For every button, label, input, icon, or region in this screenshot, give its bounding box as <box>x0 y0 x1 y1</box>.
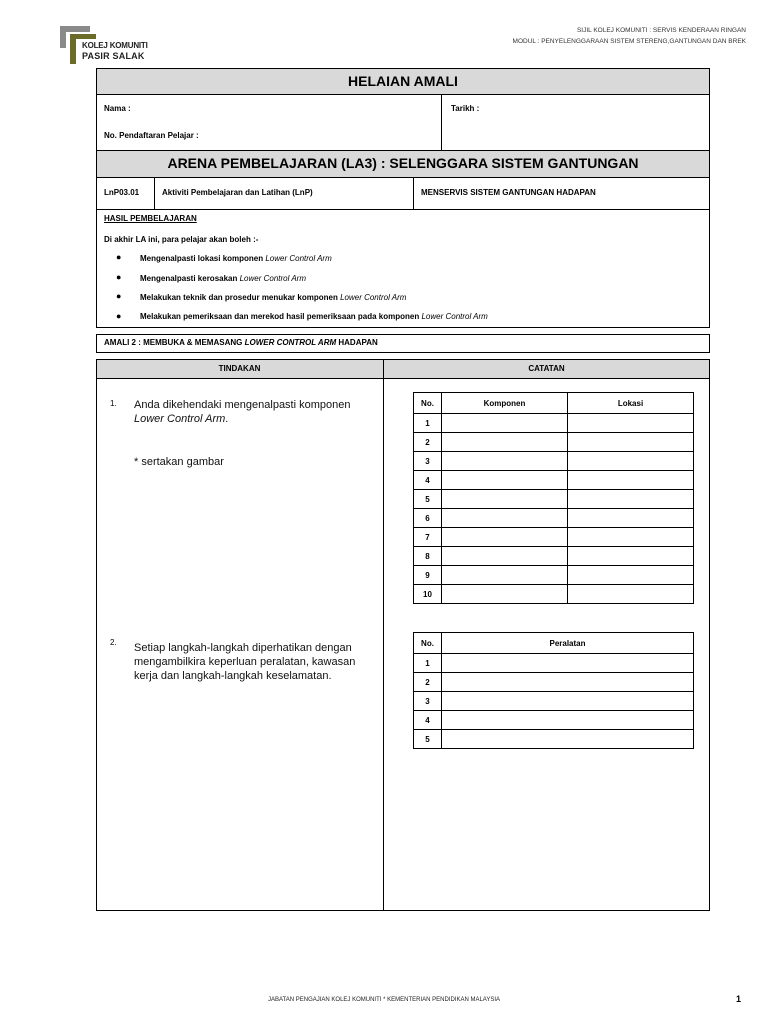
hasil-intro: Di akhir LA ini, para pelajar akan boleh :- <box>104 235 259 244</box>
tarikh-label: Tarikh : <box>451 104 480 113</box>
lokasi-cell[interactable] <box>568 490 694 509</box>
table-row: 2 <box>414 433 694 452</box>
bullet-icon: ● <box>116 291 122 301</box>
table-row: 10 <box>414 585 694 604</box>
peralatan-table <box>413 632 694 749</box>
lokasi-cell[interactable] <box>568 547 694 566</box>
table-row: 5 <box>414 730 694 749</box>
table-row: 8 <box>414 547 694 566</box>
lnp-topic: MENSERVIS SISTEM GANTUNGAN HADAPAN <box>421 188 596 197</box>
step-number: 2. <box>110 638 117 647</box>
hasil-item: Mengenalpasti lokasi komponen Lower Control Arm <box>140 254 332 263</box>
komponen-cell[interactable] <box>442 585 568 604</box>
komponen-cell[interactable] <box>442 414 568 433</box>
header-line2: MODUL : PENYELENGGARAAN SISTEM STERENG,GANTUNGAN DAN BREK <box>512 38 746 45</box>
lnp-activity: Aktiviti Pembelajaran dan Latihan (LnP) <box>162 188 313 197</box>
peralatan-cell[interactable] <box>442 692 694 711</box>
bullet-icon: ● <box>116 311 122 321</box>
table-row: 2 <box>414 673 694 692</box>
table-header: Komponen <box>442 393 568 414</box>
hasil-item: Mengenalpasti kerosakan Lower Control Arm <box>140 274 306 283</box>
komponen-cell[interactable] <box>442 566 568 585</box>
logo-line2: PASIR SALAK <box>82 51 145 61</box>
peralatan-cell[interactable] <box>442 673 694 692</box>
peralatan-cell[interactable] <box>442 654 694 673</box>
table-row: 1 <box>414 654 694 673</box>
lnp-code: LnP03.01 <box>104 188 140 197</box>
komponen-cell[interactable] <box>442 471 568 490</box>
komponen-table <box>413 392 694 604</box>
step-1-text: Anda dikehendaki mengenalpasti komponen Lower Control Arm. <box>134 399 351 425</box>
table-row: 3 <box>414 452 694 471</box>
college-logo <box>60 26 160 68</box>
lokasi-cell[interactable] <box>568 471 694 490</box>
table-row: 1 <box>414 414 694 433</box>
bullet-icon: ● <box>116 252 122 262</box>
table-row: 6 <box>414 509 694 528</box>
lokasi-cell[interactable] <box>568 566 694 585</box>
peralatan-cell[interactable] <box>442 711 694 730</box>
table-row: 4 <box>414 711 694 730</box>
table-row: 7 <box>414 528 694 547</box>
page-number: 1 <box>736 994 742 1004</box>
lokasi-cell[interactable] <box>568 433 694 452</box>
table-header: Peralatan <box>442 633 694 654</box>
hasil-box <box>96 209 710 327</box>
lokasi-cell[interactable] <box>568 528 694 547</box>
komponen-cell[interactable] <box>442 547 568 566</box>
nama-label: Nama : <box>104 104 131 113</box>
table-row: 4 <box>414 471 694 490</box>
table-header: No. <box>414 633 442 654</box>
student-info-box <box>96 94 710 151</box>
col-catatan: CATATAN <box>528 364 565 373</box>
step-2-text: Setiap langkah-langkah diperhatikan dengan mengambilkira keperluan peralatan, kawasan kerja dan langkah-langkah keselamatan. <box>134 642 356 682</box>
lokasi-cell[interactable] <box>568 585 694 604</box>
table-row: 5 <box>414 490 694 509</box>
komponen-cell[interactable] <box>442 433 568 452</box>
step-1-note: * sertakan gambar <box>134 456 224 468</box>
table-row: 3 <box>414 692 694 711</box>
komponen-cell[interactable] <box>442 528 568 547</box>
lokasi-cell[interactable] <box>568 414 694 433</box>
hasil-item: Melakukan teknik dan prosedur menukar komponen Lower Control Arm <box>140 293 407 302</box>
lokasi-cell[interactable] <box>568 452 694 471</box>
col-tindakan: TINDAKAN <box>218 364 261 373</box>
komponen-cell[interactable] <box>442 452 568 471</box>
arena-title: ARENA PEMBELAJARAN (LA3) : SELENGGARA SISTEM GANTUNGAN <box>167 155 639 171</box>
hasil-item: Melakukan pemeriksaan dan merekod hasil pemeriksaan pada komponen Lower Control Arm <box>140 312 488 321</box>
bullet-icon: ● <box>116 272 122 282</box>
sheet-title: HELAIAN AMALI <box>348 73 458 89</box>
amali-title: AMALI 2 : MEMBUKA & MEMASANG LOWER CONTROL ARM HADAPAN <box>104 338 378 347</box>
step-number: 1. <box>110 399 117 408</box>
hasil-heading: HASIL PEMBELAJARAN <box>104 214 197 223</box>
logo-line1: KOLEJ KOMUNITI <box>82 41 148 50</box>
peralatan-cell[interactable] <box>442 730 694 749</box>
table-row: 9 <box>414 566 694 585</box>
lokasi-cell[interactable] <box>568 509 694 528</box>
header-line1: SIJIL KOLEJ KOMUNITI : SERVIS KENDERAAN RINGAN <box>576 27 746 34</box>
table-header: Lokasi <box>568 393 694 414</box>
table-header: No. <box>414 393 442 414</box>
footer-text: JABATAN PENGAJIAN KOLEJ KOMUNITI * KEMENTERIAN PENDIDIKAN MALAYSIA <box>267 997 501 1003</box>
komponen-cell[interactable] <box>442 490 568 509</box>
pendaftaran-label: No. Pendaftaran Pelajar : <box>104 131 199 140</box>
komponen-cell[interactable] <box>442 509 568 528</box>
